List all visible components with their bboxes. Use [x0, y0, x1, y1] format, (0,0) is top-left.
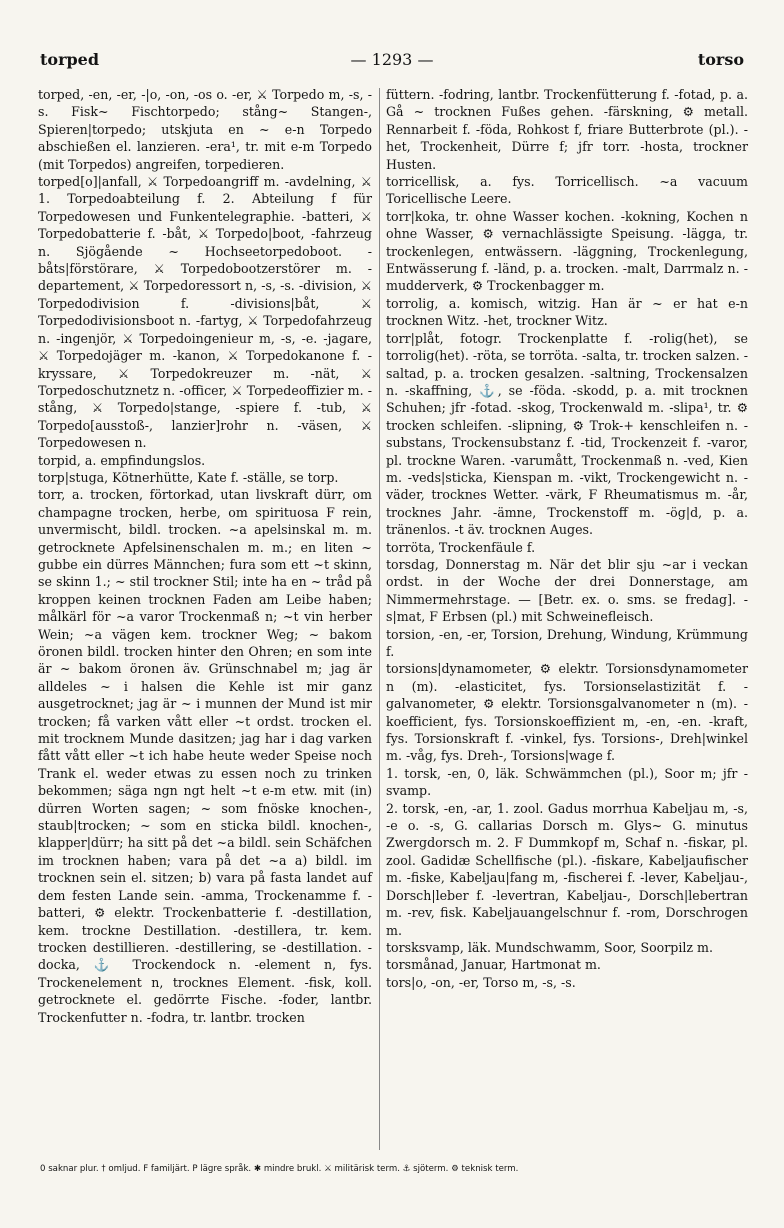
entry-torsdag: torsdag, Donnerstag m. När det blir sju ~ar i veckan ordst. in der Woche der drei Donnerstage, am Nimmermehrstage. — [Betr. ex. o. sms. se fredag]. -s|mat, F Erbsen (pl.) mit Schweinefleisch. — [386, 556, 748, 625]
header-first-word: torped — [40, 50, 100, 69]
entry-torricellisk: torricellisk, a. fys. Torricellisch. ~a vacuum Toricellische Leere. — [386, 174, 748, 207]
entry-torrplat: torr|plåt, fotogr. Trockenplatte f. -rolig(het), se torrolig(het). -röta, se torröta. -salta, tr. trocken salzen. -saltad, p. a. trocken gesalzen. -saltning, Trockensalzen n. -skaffning, ⚓, se -föda. -skodd, p. a. mit trocknen Schuhen; jfr -fotad. -skog, Trockenwald m. -slipa¹, tr. ⚙ trocken schleifen. -slipning, ⚙ Trok-+ kenschleifen n. -substans, Trockensubstanz f. -tid, Trockenzeit f. -varor, pl. trockne Waren. -varumått, Trockenmaß n. -ved, Kien m. -veds|sticka, Kienspan m. -vikt, Trockengewicht n. -väder, trocknes Wetter. -värk, F Rheumatismus m. -år, trocknes Jahr. -ämne, Trockenstoff m. -ög|d, p. a. tränenlos. -t äv. trocknen Auges. — [386, 330, 748, 538]
abbreviation-legend: 0 saknar plur. † omljud. F familjärt. P lägre språk. ✱ mindre brukl. ⚔ militärisk term. ⚓ sjöterm. ⚙ teknisk term. — [40, 1164, 519, 1174]
page-header — [40, 50, 744, 76]
entry-torr-continued: füttern. -fodring, lantbr. Trockenfütterung f. -fotad, p. a. Gå ~ trocknen Fußes gehen. -färskning, ⚙ metall. Rennarbeit f. -föda, Rohkost f, friare Butterbrote (pl.). -het, Trockenheit, Dürre f; jfr torr. -hosta, trockner Husten. — [386, 87, 748, 172]
entry-torsmanad: torsmånad, Januar, Hartmonat m. — [386, 957, 601, 973]
entry-torsksvamp: torsksvamp, läk. Mundschwamm, Soor, Soorpilz m. — [386, 939, 713, 955]
page-number: — 1293 — — [350, 50, 434, 69]
header-last-word: torso — [697, 50, 744, 69]
left-column — [38, 86, 372, 1026]
entry-torpedanfall: torped[o]|anfall, ⚔ Torpedoangriff m. -avdelning, ⚔ 1. Torpedoabteilung f. 2. Abteilung f für Torpedowesen und Funkentelegraphie. -batteri, ⚔ Torpedobatterie f. -båt, ⚔ Torpedo|boot, -fahrzeug n. Sjögående ~ Hochseetorpedoboot. -båts|förstörare, ⚔ Torpedobootzerstörer m. -departement, ⚔ Torpedoressort n, -s, -s. -division, ⚔ Torpedodivision f. -divisions|båt, ⚔ Torpedodivisionsboot n. -fartyg, ⚔ Torpedofahrzeug n. -ingenjör, ⚔ Torpedoingenieur m, -s, -e. -jagare, ⚔ Torpedojäger m. -kanon, ⚔ Torpedokanone f. -kryssare, ⚔ Torpedokreuzer m. -nät, ⚔ Torpedoschutznetz n. -officer, ⚔ Torpedeoffizier m. -stång, ⚔ Torpedo|stange, -spiere f. -tub, ⚔ Torpedo[ausstoß-, lanzier]rohr n. -väsen, ⚔ Torpedowesen n. — [38, 174, 372, 451]
column-divider — [379, 88, 380, 1150]
entry-torrolig: torrolig, a. komisch, witzig. Han är ~ er hat e-n trocknen Witz. -het, trockner Witz. — [386, 295, 748, 329]
entry-torsionsdynamometer: torsions|dynamometer, ⚙ elektr. Torsionsdynamometer n (m). -elasticitet, fys. Torsionselastizität f. -galvanometer, ⚙ elektr. Torsionsgalvanometer n (m). -koefficient, fys. Torsionskoeffizient m, -en, -en. -kraft, fys. Torsionskraft f. -vinkel, fys. Torsions-, Dreh|winkel m. -våg, fys. Dreh-, Torsions|wage f. — [386, 661, 748, 764]
entry-torsk-2: 2. torsk, -en, -ar, 1. zool. Gadus morrhua Kabeljau m, -s, -e o. -s, G. callarias Dorsch m. Glys~ G. minutus Zwergdorsch m. 2. F Dummkopf m, Schaf n. -fiskar, pl. zool. Gadidæ Schellfische (pl.). -fiskare, Kabeljaufischer m. -fiske, Kabeljau|fang m, -fischerei f. -lever, Kabeljau-, Dorsch|leber f. -levertran, Kabeljau-, Dorsch|lebertran m. -rev, fisk. Kabeljauangelschnur f. -rom, Dorschrogen m. — [386, 800, 748, 938]
entry-torped: torped, -en, -er, -|o, -on, -os o. -er, ⚔ Torpedo m, -s, -s. Fisk~ Fischtorpedo; stång~ Stangen-, Spieren|torpedo; utskjuta en ~ e-n Torpedo abschießen el. lanzieren. -era¹, tr. mit e-m Torpedo (mit Torpedos) angreifen, torpedieren. — [38, 87, 372, 172]
entry-torrota: torröta, Trockenfäule f. — [386, 539, 536, 555]
entry-torrkoka: torr|koka, tr. ohne Wasser kochen. -kokning, Kochen n ohne Wasser, ⚙ vernachlässigte Speisung. -lägga, tr. trockenlegen, entwässern. -läggning, Trockenlegung, Entwässerung f. -länd, p. a. trocken. -malt, Darrmalz n. -mudderverk, ⚙ Trockenbagger m. — [386, 208, 748, 294]
entry-torr: torr, a. trocken, förtorkad, utan livskraft dürr, om champagne trocken, herbe, om spirituosa F rein, unvermischt, bildl. trocken. ~a apelsinskal m. m. getrocknete Apfelsinenschalen m. m.; en liten ~ gubbe ein dürres Männchen; fura som ett ~t skinn, se skinn 1.; ~ stil trockner Stil; inte ha en ~ tråd på kroppen keinen trocknen Faden am Leibe haben; målkärl för ~a varor Trockenmaß n; ~t vin herber Wein; ~a vägen kem. trockner Weg; ~ bakom öronen bildl. trocken hinter den Ohren; en som inte är ~ bakom öronen äv. Grünschnabel m; jag är alldeles ~ i halsen die Kehle ist mir ganz ausgetrocknet; jag är ~ i munnen der Mund ist mir trocken; få varken vått eller ~t ordst. trocken el. mit trocknem Munde dasitzen; jag har i dag varken fått vått eller ~t ich habe heute weder Speise noch Trank el. weder etwas zu essen noch zu trinken bekommen; säga ngn ngt helt ~t e-m etw. mit (in) dürren Worten sagen; ~ som fnöske knochen-, staub|trocken; ~ som en sticka bildl. knochen-, klapper|dürr; ha sitt på det ~a bildl. sein Schäfchen im trocknen haben; vara på det ~a a) bildl. im trocknen sein el. sitzen; b) vara på fasta landet auf dem festen Lande sein. -amma, Trockenamme f. -batteri, ⚙ elektr. Trockenbatterie f. -destillation, kem. trockne Destillation. -destillera, tr. kem. trocken destillieren. -destillering, se -destillation. -docka, ⚓ Trockendock n. -element n, fys. Trockenelement n, trocknes Element. -fisk, koll. getrocknete el. gedörrte Fische. -foder, lantbr. Trockenfutter n. -fodra, tr. lantbr. trocken — [38, 487, 372, 1025]
entry-torso: tors|o, -on, -er, Torso m, -s, -s. — [386, 974, 576, 990]
entry-torpid: torpid, a. empfindungslos. — [38, 452, 206, 468]
entry-torpstuga: torp|stuga, Kötnerhütte, Kate f. -ställe, se torp. — [38, 469, 339, 485]
right-column — [386, 86, 748, 991]
entry-torsion: torsion, -en, -er, Torsion, Drehung, Windung, Krümmung f. — [386, 626, 748, 659]
entry-torsk-1: 1. torsk, -en, 0, läk. Schwämmchen (pl.), Soor m; jfr -svamp. — [386, 765, 748, 799]
